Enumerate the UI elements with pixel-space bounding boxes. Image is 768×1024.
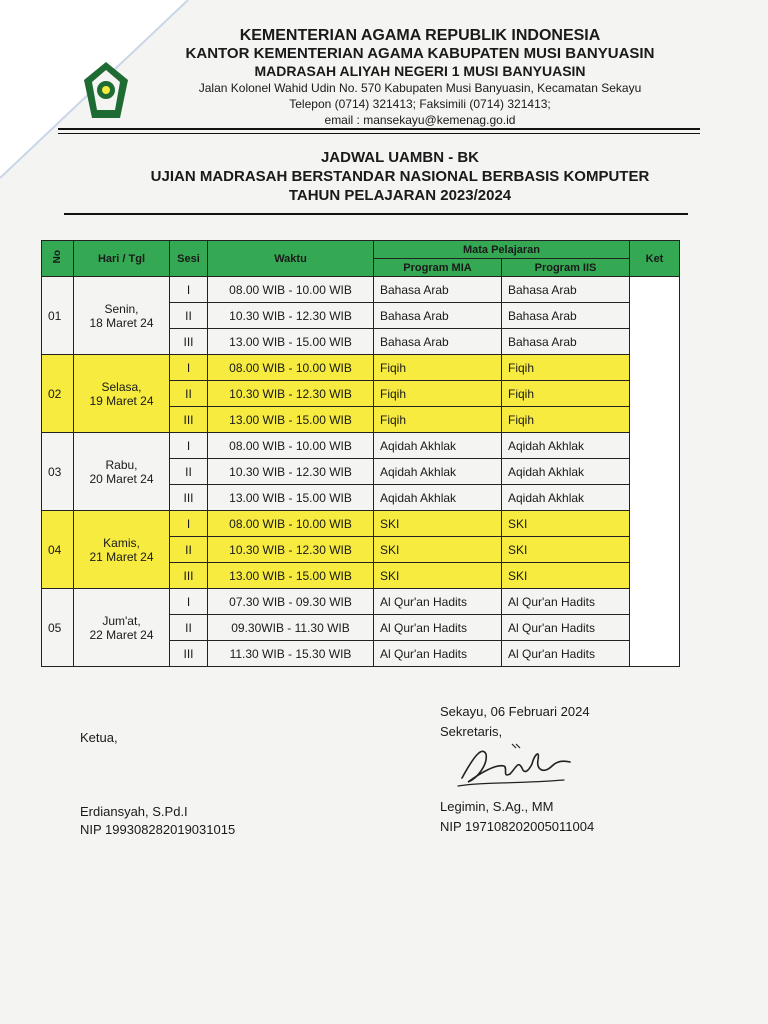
row-time: 08.00 WIB - 10.00 WIB	[208, 433, 374, 459]
row-time: 08.00 WIB - 10.00 WIB	[208, 355, 374, 381]
row-day-name: Selasa,	[101, 379, 142, 394]
row-date: 21 Maret 24	[89, 549, 154, 564]
row-ket	[630, 277, 680, 667]
row-subject-iis: Bahasa Arab	[502, 303, 630, 329]
row-subject-mia: Al Qur'an Hadits	[374, 615, 502, 641]
row-time: 13.00 WIB - 15.00 WIB	[208, 407, 374, 433]
chair-name: Erdiansyah, S.Pd.I	[80, 804, 188, 819]
row-time: 07.30 WIB - 09.30 WIB	[208, 589, 374, 615]
row-date: 19 Maret 24	[89, 393, 154, 408]
row-session: II	[170, 537, 208, 563]
header-subject: Mata Pelajaran	[374, 241, 630, 259]
row-subject-iis: Aqidah Akhlak	[502, 485, 630, 511]
row-session: III	[170, 407, 208, 433]
row-subject-iis: Fiqih	[502, 355, 630, 381]
row-subject-iis: SKI	[502, 537, 630, 563]
row-subject-iis: Fiqih	[502, 381, 630, 407]
title-line-1: JADWAL UAMBN - BK	[320, 149, 480, 166]
schedule-table	[41, 240, 680, 667]
letterhead-rule-thin	[58, 133, 700, 134]
row-session: I	[170, 589, 208, 615]
row-session: III	[170, 563, 208, 589]
row-subject-iis: Bahasa Arab	[502, 277, 630, 303]
row-day-name: Kamis,	[103, 535, 140, 550]
row-session: III	[170, 485, 208, 511]
row-day	[74, 433, 170, 511]
ministry-name: KEMENTERIAN AGAMA REPUBLIK INDONESIA	[239, 27, 601, 44]
chair-role: Ketua,	[80, 730, 118, 745]
address: Jalan Kolonel Wahid Udin No. 570 Kabupaten Musi Banyuasin, Kecamatan Sekayu	[198, 81, 642, 95]
place-date: Sekayu, 06 Februari 2024	[440, 704, 590, 719]
row-date: 22 Maret 24	[89, 627, 154, 642]
row-no: 02	[42, 355, 74, 433]
row-subject-iis: Fiqih	[502, 407, 630, 433]
email: email : mansekayu@kemenag.go.id	[324, 113, 516, 127]
row-subject-mia: Al Qur'an Hadits	[374, 589, 502, 615]
row-subject-iis: Al Qur'an Hadits	[502, 615, 630, 641]
row-subject-mia: Bahasa Arab	[374, 303, 502, 329]
chair-nip: NIP 199308282019031015	[80, 822, 236, 837]
handwritten-signature	[452, 738, 582, 794]
row-subject-mia: Aqidah Akhlak	[374, 459, 502, 485]
phone: Telepon (0714) 321413; Faksimili (0714) 321413;	[289, 97, 551, 111]
row-time: 13.00 WIB - 15.00 WIB	[208, 329, 374, 355]
row-day-name: Jum'at,	[102, 613, 141, 628]
table-row	[42, 589, 680, 615]
row-subject-iis: Aqidah Akhlak	[502, 433, 630, 459]
table-header-row	[42, 241, 680, 259]
header-program-mia: Program MIA	[374, 259, 502, 277]
row-time: 08.00 WIB - 10.00 WIB	[208, 511, 374, 537]
row-subject-mia: Fiqih	[374, 407, 502, 433]
title-line-3: TAHUN PELAJARAN 2023/2024	[288, 187, 512, 204]
letterhead-rule-thick	[58, 128, 700, 130]
row-no: 04	[42, 511, 74, 589]
table-row	[42, 355, 680, 381]
row-session: III	[170, 641, 208, 667]
row-time: 08.00 WIB - 10.00 WIB	[208, 277, 374, 303]
schedule-body	[42, 277, 680, 667]
header-program-iis: Program IIS	[502, 259, 630, 277]
row-session: III	[170, 329, 208, 355]
row-time: 10.30 WIB - 12.30 WIB	[208, 537, 374, 563]
table-row	[42, 433, 680, 459]
row-date: 20 Maret 24	[89, 471, 154, 486]
secretary-nip: NIP 197108202005011004	[440, 819, 595, 834]
row-session: I	[170, 511, 208, 537]
row-subject-mia: SKI	[374, 563, 502, 589]
row-time: 09.30WIB - 11.30 WIB	[208, 615, 374, 641]
row-time: 11.30 WIB - 15.30 WIB	[208, 641, 374, 667]
row-subject-iis: Al Qur'an Hadits	[502, 641, 630, 667]
letterhead	[140, 26, 700, 128]
row-time: 10.30 WIB - 12.30 WIB	[208, 381, 374, 407]
row-subject-mia: Fiqih	[374, 355, 502, 381]
row-subject-iis: SKI	[502, 563, 630, 589]
row-subject-iis: SKI	[502, 511, 630, 537]
row-subject-mia: Fiqih	[374, 381, 502, 407]
kemenag-logo-icon	[82, 60, 130, 120]
header-ket: Ket	[630, 241, 680, 277]
row-time: 13.00 WIB - 15.00 WIB	[208, 485, 374, 511]
row-session: I	[170, 277, 208, 303]
secretary-role: Sekretaris,	[440, 724, 503, 739]
title-line-2: UJIAN MADRASAH BERSTANDAR NASIONAL BERBASIS KOMPUTER	[150, 168, 650, 185]
row-time: 13.00 WIB - 15.00 WIB	[208, 563, 374, 589]
table-row	[42, 511, 680, 537]
header-time: Waktu	[208, 241, 374, 277]
row-subject-mia: Aqidah Akhlak	[374, 433, 502, 459]
row-date: 18 Maret 24	[89, 315, 154, 330]
row-day	[74, 355, 170, 433]
row-subject-mia: SKI	[374, 511, 502, 537]
row-subject-iis: Al Qur'an Hadits	[502, 589, 630, 615]
row-subject-iis: Aqidah Akhlak	[502, 459, 630, 485]
row-subject-mia: Al Qur'an Hadits	[374, 641, 502, 667]
document-title	[130, 148, 670, 205]
row-session: I	[170, 355, 208, 381]
row-subject-mia: Bahasa Arab	[374, 277, 502, 303]
row-session: II	[170, 303, 208, 329]
row-day	[74, 511, 170, 589]
row-subject-iis: Bahasa Arab	[502, 329, 630, 355]
row-subject-mia: Bahasa Arab	[374, 329, 502, 355]
school-name: MADRASAH ALIYAH NEGERI 1 MUSI BANYUASIN	[254, 63, 586, 79]
row-no: 01	[42, 277, 74, 355]
office-name: KANTOR KEMENTERIAN AGAMA KABUPATEN MUSI BANYUASIN	[185, 45, 655, 62]
row-day-name: Rabu,	[105, 457, 138, 472]
row-session: II	[170, 459, 208, 485]
row-time: 10.30 WIB - 12.30 WIB	[208, 303, 374, 329]
row-day	[74, 589, 170, 667]
row-subject-mia: SKI	[374, 537, 502, 563]
row-no: 03	[42, 433, 74, 511]
row-session: II	[170, 615, 208, 641]
row-session: I	[170, 433, 208, 459]
row-no: 05	[42, 589, 74, 667]
header-session: Sesi	[170, 241, 208, 277]
row-time: 10.30 WIB - 12.30 WIB	[208, 459, 374, 485]
title-underline	[64, 213, 688, 215]
row-day	[74, 277, 170, 355]
header-no: No	[42, 241, 74, 277]
row-day-name: Senin,	[104, 301, 139, 316]
secretary-name: Legimin, S.Ag., MM	[440, 799, 554, 814]
table-row	[42, 277, 680, 303]
header-day: Hari / Tgl	[74, 241, 170, 277]
row-session: II	[170, 381, 208, 407]
row-subject-mia: Aqidah Akhlak	[374, 485, 502, 511]
